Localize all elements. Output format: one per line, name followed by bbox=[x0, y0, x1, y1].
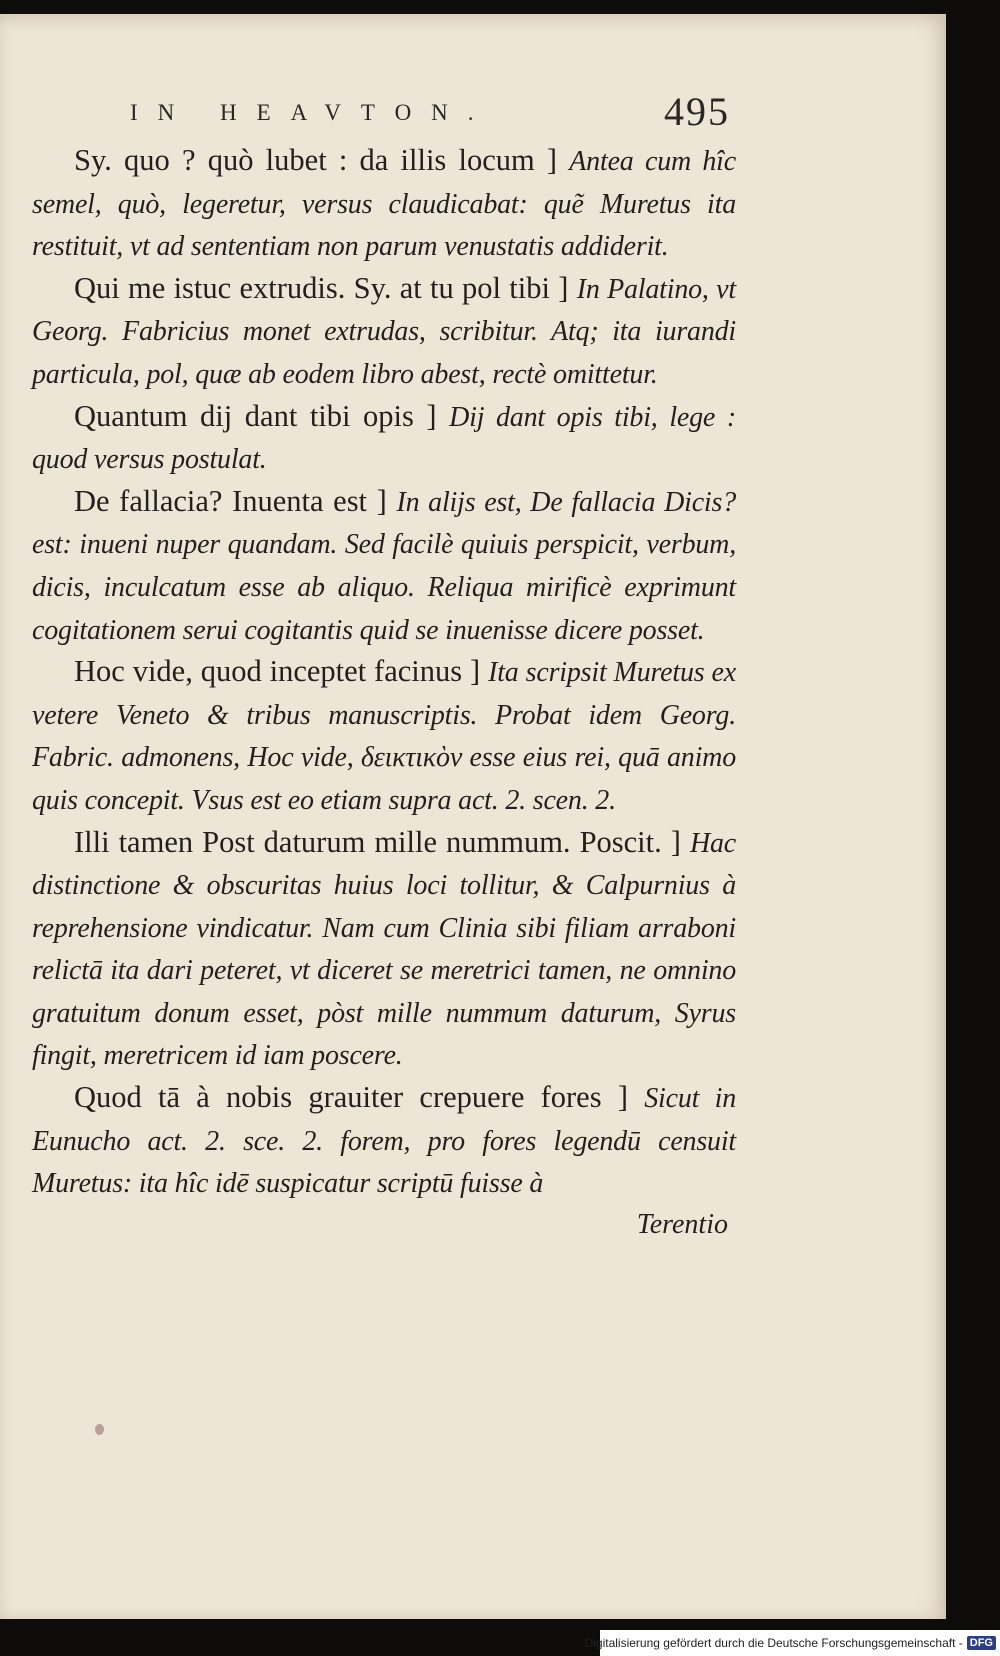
commentary: In alijs est, De fallacia Dicis? est: inueni nuper quandam. Sed facilè quiuis perspicit, verbum, dicis, inculcatum esse ab aliquo. Reliqua mirificè exprimunt cogitationem serui cogitantis quid se inuenisse dicere posset. bbox=[32, 486, 737, 646]
entry-2 bbox=[32, 268, 736, 396]
running-head-title: IN HEAVTON. bbox=[130, 100, 494, 125]
dfg-logo-icon: DFG bbox=[967, 1636, 996, 1650]
lemma: De fallacia? Inuenta est ] bbox=[74, 483, 387, 518]
book-page bbox=[0, 14, 946, 1619]
lemma: Quod tā à nobis grauiter crepuere fores ] bbox=[74, 1080, 628, 1115]
entry-6 bbox=[32, 822, 736, 1078]
text-block bbox=[32, 140, 736, 1245]
commentary: Dij dant opis tibi, lege : quod versus postulat. bbox=[32, 401, 736, 476]
commentary: Antea cum hîc semel, quò, legeretur, versus claudicabat: quẽ Muretus ita restituit, vt ad sententiam non parum venustatis addiderit. bbox=[32, 146, 736, 263]
commentary: Ita scripsit Muretus ex vetere Veneto & tribus manuscriptis. Probat idem Georg. Fabric. admonens, Hoc vide, δεικτικὸν esse eius rei, quā animo quis concepit. Vsus est eo etiam supra act. 2. scen. 2. bbox=[32, 657, 737, 816]
credit-text: Digitalisierung gefördert durch die Deutsche Forschungsgemeinschaft - bbox=[584, 1636, 963, 1650]
commentary: In Palatino, vt Georg. Fabricius monet extrudas, scribitur. Atq; ita iurandi particula, pol, quæ ab eodem libro abest, rectè omittetur. bbox=[32, 273, 736, 390]
entry-4 bbox=[32, 481, 736, 651]
lemma: Qui me istuc extrudis. Sy. at tu pol tibi ] bbox=[74, 270, 569, 305]
lemma: Quantum dij dant tibi opis ] bbox=[74, 398, 437, 433]
running-head bbox=[130, 84, 730, 134]
commentary: Sicut in Eunucho act. 2. sce. 2. forem, pro fores legendū censuit Muretus: ita hîc idē suspicatur scriptū fuisse à bbox=[32, 1083, 736, 1200]
entry-3 bbox=[32, 396, 736, 481]
lemma: Illi tamen Post daturum mille nummum. Poscit. ] bbox=[74, 824, 681, 859]
lemma: Sy. quo ? quò lubet : da illis locum ] bbox=[74, 143, 558, 177]
entry-7 bbox=[32, 1077, 736, 1205]
entry-5 bbox=[32, 651, 736, 821]
page-number: 495 bbox=[664, 89, 730, 134]
lemma: Hoc vide, quod inceptet facinus ] bbox=[74, 654, 481, 689]
commentary: Hac distinctione & obscuritas huius loci tollitur, & Calpurnius à reprehensione vindicatur. Nam cum Clinia sibi filiam arraboni relictā ita dari peteret, vt diceret se meretrici tamen, ne omnino gratuitum donum esset, pòst mille nummum daturum, Syrus fingit, meretricem id iam poscere. bbox=[32, 827, 736, 1072]
entry-1 bbox=[32, 140, 736, 268]
digitization-credit bbox=[584, 1630, 1000, 1656]
paper-stain bbox=[95, 1424, 104, 1435]
catchword: Terentio bbox=[636, 1208, 728, 1240]
